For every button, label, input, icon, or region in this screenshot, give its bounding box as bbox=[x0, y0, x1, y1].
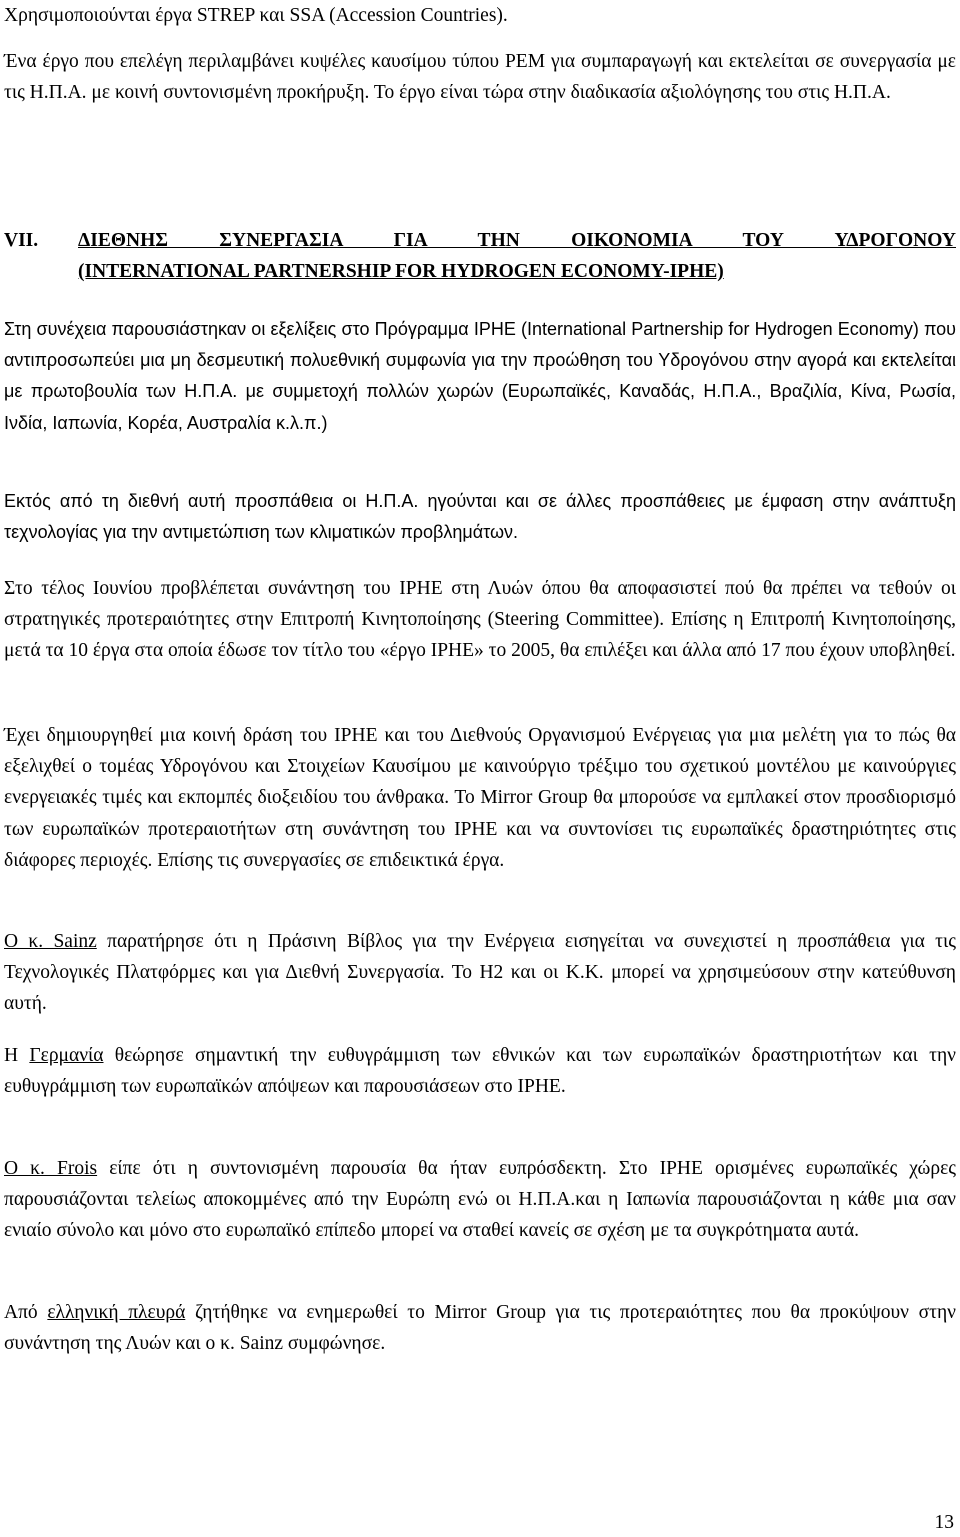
section-heading bbox=[4, 225, 956, 287]
section-title-line-2: (INTERNATIONAL PARTNERSHIP FOR HYDROGEN ECONOMY-IPHE) bbox=[78, 261, 724, 283]
paragraph-frois-text: είπε ότι η συντονισμένη παρουσία θα ήταν ευπρόσδεκτη. Στο IPHE ορισμένες ευρωπαϊκές χώρες παρουσιάζονται τελείως αποκομμένες από την Ευρώπη ενώ οι Η.Π.Α.και η Ιαπωνία παρουσιάζονται η κάθε μια σαν ενιαίο σύνολο και μόνο στο ευρωπαϊκό επίπεδο μπορεί να σταθεί κανείς σε σχέση με τα συγκρότηματα αυτά. bbox=[4, 1158, 956, 1242]
paragraph-greek-prefix: Από bbox=[4, 1302, 48, 1323]
paragraph-frois bbox=[4, 1153, 956, 1247]
paragraph-iphe-program: Στη συνέχεια παρουσιάστηκαν οι εξελίξεις στο Πρόγραμμα IPHE (International Partnership for Hydrogen Economy) που αντιπροσωπεύει μια μη δεσμευτική πολυεθνική συμφωνία για την προώθηση του Υδρογόνου στην αγορά και εκτελείται με πρωτοβουλία των Η.Π.Α. με συμμετοχή πολλών χωρών (Ευρωπαϊκές, Καναδάς, Η.Π.Α., Βραζιλία, Κίνα, Ρωσία, Ινδία, Ιαπωνία, Κορέα, Αυστραλία κ.λ.π.) bbox=[4, 319, 956, 433]
paragraph-germany-prefix: Η bbox=[4, 1045, 30, 1066]
paragraph-joint-action: Έχει δημιουργηθεί μια κοινή δράση του IPHE και του Διεθνούς Οργανισμού Ενέργειας για μια μελέτη για το πώς θα εξελιχθεί ο τομέας Υδρογόνου και Στοιχείων Καυσίμου με καινούργιο τρέξιμο του σχετικού μοντέλου με καινούργιες ενεργειακές τιμές και εκπομπές διοξειδίου του άνθρακα. Το Mirror Group θα μπορούσε να εμπλακεί στον προσδιορισμό των ευρωπαϊκών προτεραιοτήτων στη συνάντηση του IPHE και να συντονίσει τις ευρωπαϊκές δραστηριότητες στις διάφορες περιοχές. Επίσης τις συνεργασίες σε επιδεικτικά έργα. bbox=[4, 725, 956, 871]
paragraph-germany-text: θεώρησε σημαντική την ευθυγράμμιση των εθνικών και των ευρωπαϊκών δραστηριοτήτων και την ευθυγράμμιση των ευρωπαϊκών απόψεων και παρουσιάσεων στο IPHE. bbox=[4, 1045, 956, 1098]
speaker-sainz: Ο κ. Sainz bbox=[4, 931, 97, 952]
paragraph-greek-side bbox=[4, 1297, 956, 1359]
section-number: VII. bbox=[4, 230, 39, 251]
paragraph-greek-text: ζητήθηκε να ενημερωθεί το Mirror Group για τις προτεραιότητες που θα προκύψουν στην συνάντηση της Λυών και ο κ. Sainz συμφώνησε. bbox=[4, 1302, 956, 1355]
section-title-line-1: ΔΙΕΘΝΗΣ ΣΥΝΕΡΓΑΣΙΑ ΓΙΑ ΤΗΝ ΟΙΚΟΝΟΜΙΑ ΤΟΥ ΥΔΡΟΓΟΝΟΥ bbox=[78, 230, 956, 251]
paragraph-sainz-text: παρατήρησε ότι η Πράσινη Βίβλος για την Ενέργεια εισηγείται να συνεχιστεί η προσπάθεια για τις Τεχνολογικές Πλατφόρμες και για Διεθνή Συνεργασία. Το Η2 και οι Κ.Κ. μπορεί να χρησιμεύσουν στην κατεύθυνση αυτή. bbox=[4, 931, 956, 1015]
paragraph-lyon-meeting: Στο τέλος Ιουνίου προβλέπεται συνάντηση του IPHE στη Λυών όπου θα αποφασιστεί πού θα πρέπει να τεθούν οι στρατηγικές προτεραιότητες στην Επιτροπή Κινητοποίησης (Steering Committee). Επίσης η Επιτροπή Κινητοποίησης, μετά τα 10 έργα στα οποία έδωσε τον τίτλο του «έργο IPHE» το 2005, θα επιλέξει και άλλα από 17 που έχουν υποβληθεί. bbox=[4, 578, 956, 662]
page-number: 13 bbox=[934, 1512, 954, 1533]
paragraph-usa-efforts: Εκτός από τη διεθνή αυτή προσπάθεια οι Η.Π.Α. ηγούνται και σε άλλες προσπάθειες με έμφαση στην ανάπτυξη τεχνολογίας για την αντιμετώπιση των κλιματικών προβλημάτων. bbox=[4, 491, 956, 543]
speaker-germany: Γερμανία bbox=[29, 1045, 104, 1066]
speaker-frois: Ο κ. Frois bbox=[4, 1158, 98, 1179]
intro-paragraph: Ένα έργο που επελέγη περιλαμβάνει κυψέλες καυσίμου τύπου PEM για συμπαραγωγή και εκτελείται σε συνεργασία με τις Η.Π.Α. με κοινή συντονισμένη προκήρυξη. Το έργο είναι τώρα στην διαδικασία αξιολόγησης του στις Η.Π.Α. bbox=[4, 51, 956, 104]
speaker-greek-side: ελληνική πλευρά bbox=[47, 1302, 186, 1323]
paragraph-germany bbox=[4, 1040, 956, 1102]
paragraph-sainz bbox=[4, 926, 956, 1020]
intro-line: Χρησιμοποιούνται έργα STREP και SSA (Accession Countries). bbox=[4, 5, 508, 26]
